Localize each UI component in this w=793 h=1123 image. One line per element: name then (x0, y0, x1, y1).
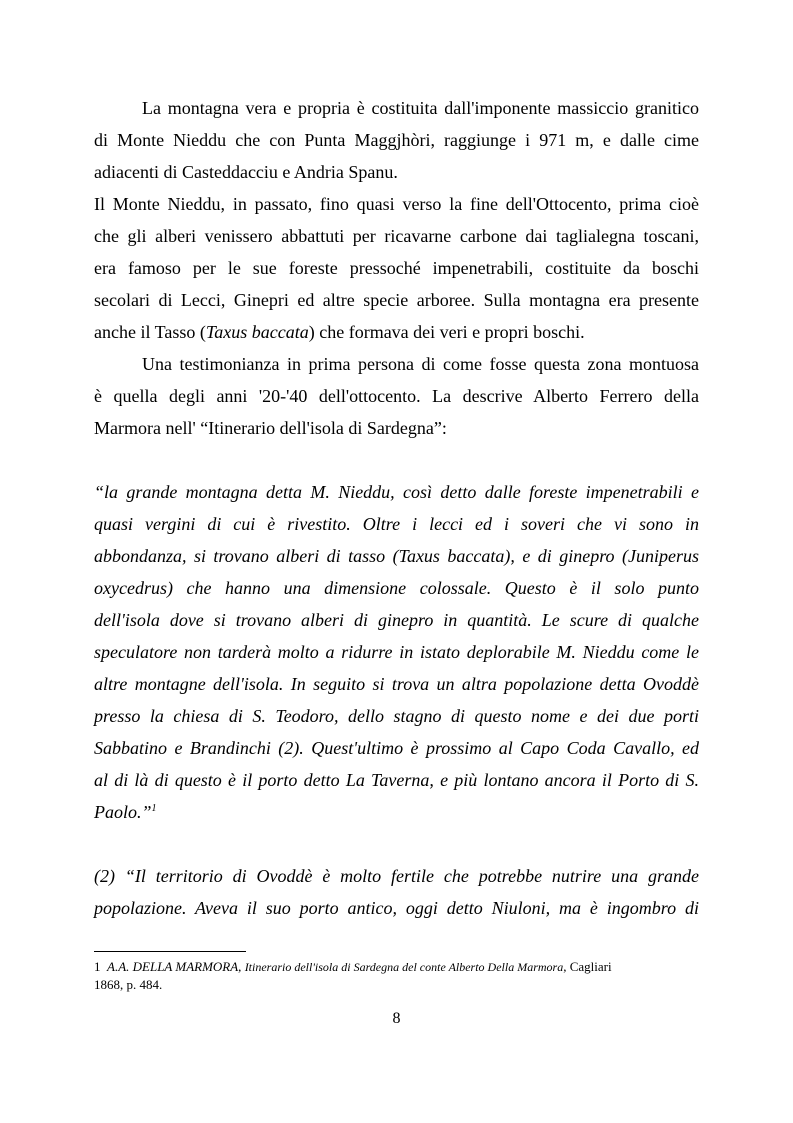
text-line: di Monte Nieddu che con Punta Maggjhòri, raggiunge i 971 m, e dalle cime (94, 130, 699, 150)
text-line (94, 316, 699, 348)
document-body (94, 92, 699, 924)
text-line: adiacenti di Casteddacciu e Andria Spanu. (94, 162, 398, 182)
species-name-italic: Taxus baccata (205, 322, 309, 342)
text-line: Marmora nell' “Itinerario dell'isola di Sardegna”: (94, 418, 447, 438)
footnote-number: 1 (94, 959, 101, 974)
quote-line: al di là di questo è il porto detto La Taverna, e più lontano ancora il Porto di S. (94, 770, 699, 790)
quote-line: oxycedrus) che hanno una dimensione colossale. Questo è il solo punto (94, 578, 699, 598)
footnote-line: 1868, p. 484. (94, 977, 163, 992)
quote-text: Paolo.” (94, 802, 152, 822)
paragraph-testimony-intro (94, 348, 699, 444)
quote-line (94, 796, 699, 828)
quote-line: “la grande montagna detta M. Nieddu, così detto dalle foreste impenetrabili e (94, 482, 699, 502)
text-line: Una testimonianza in prima persona di come fosse questa zona montuosa (142, 354, 699, 374)
text-line: secolari di Lecci, Ginepri ed altre specie arboree. Sulla montagna era presente (94, 290, 699, 310)
quote-line: quasi vergini di cui è rivestito. Oltre i lecci ed i soveri che vi sono in (94, 514, 699, 534)
footnote-reference[interactable]: 1 (151, 803, 157, 814)
text-line: La montagna vera e propria è costituita dall'imponente massiccio granitico (142, 98, 699, 118)
text-line: che gli alberi venissero abbattuti per ricavarne carbone dai taglialegna toscani, (94, 226, 699, 246)
text-segment: ) che formava dei veri e propri boschi. (308, 322, 585, 342)
footnote-title: Itinerario dell'isola di Sardegna del conte Alberto Della Marmora (244, 960, 564, 974)
block-quote (94, 476, 699, 828)
quote-line: altre montagne dell'isola. In seguito si trova un altra popolazione detta Ovoddè (94, 674, 699, 694)
footnote (94, 958, 699, 993)
footnote-author: A.A. DELLA MARMORA, (107, 959, 242, 974)
quote-line: popolazione. Aveva il suo porto antico, oggi detto Niuloni, ma è ingombro di (94, 898, 699, 918)
quote-line: (2) “Il territorio di Ovoddè è molto fertile che potrebbe nutrire una grande (94, 866, 699, 886)
quote-line: presso la chiesa di S. Teodoro, dello stagno di questo nome e dei due porti (94, 706, 699, 726)
quote-line: abbondanza, si trovano alberi di tasso (Taxus baccata), e di ginepro (Juniperus (94, 546, 699, 566)
quote-line: Sabbatino e Brandinchi (2). Quest'ultimo è prossimo al Capo Coda Cavallo, ed (94, 738, 699, 758)
footnote-separator (94, 951, 246, 952)
paragraph-gap (94, 828, 699, 860)
text-line: era famoso per le sue foreste pressoché impenetrabili, costituite da boschi (94, 258, 699, 278)
quote-line: dell'isola dove si trovano alberi di ginepro in quantità. Le scure di qualche (94, 610, 699, 630)
paragraph-mountain-description (94, 92, 699, 188)
footnote-line (94, 958, 699, 976)
quote-line: speculatore non tarderà molto a ridurre in istato deplorabile M. Nieddu come le (94, 642, 699, 662)
text-segment: anche il Tasso ( (94, 322, 206, 342)
page-number: 8 (392, 1010, 401, 1027)
text-line: Il Monte Nieddu, in passato, fino quasi verso la fine dell'Ottocento, prima cioè (94, 194, 699, 214)
paragraph-monte-nieddu-history (94, 188, 699, 348)
note-2-quote (94, 860, 699, 924)
footnote-text: , Cagliari (563, 959, 612, 974)
paragraph-gap (94, 444, 699, 476)
text-line: è quella degli anni '20-'40 dell'ottocento. La descrive Alberto Ferrero della (94, 386, 699, 406)
